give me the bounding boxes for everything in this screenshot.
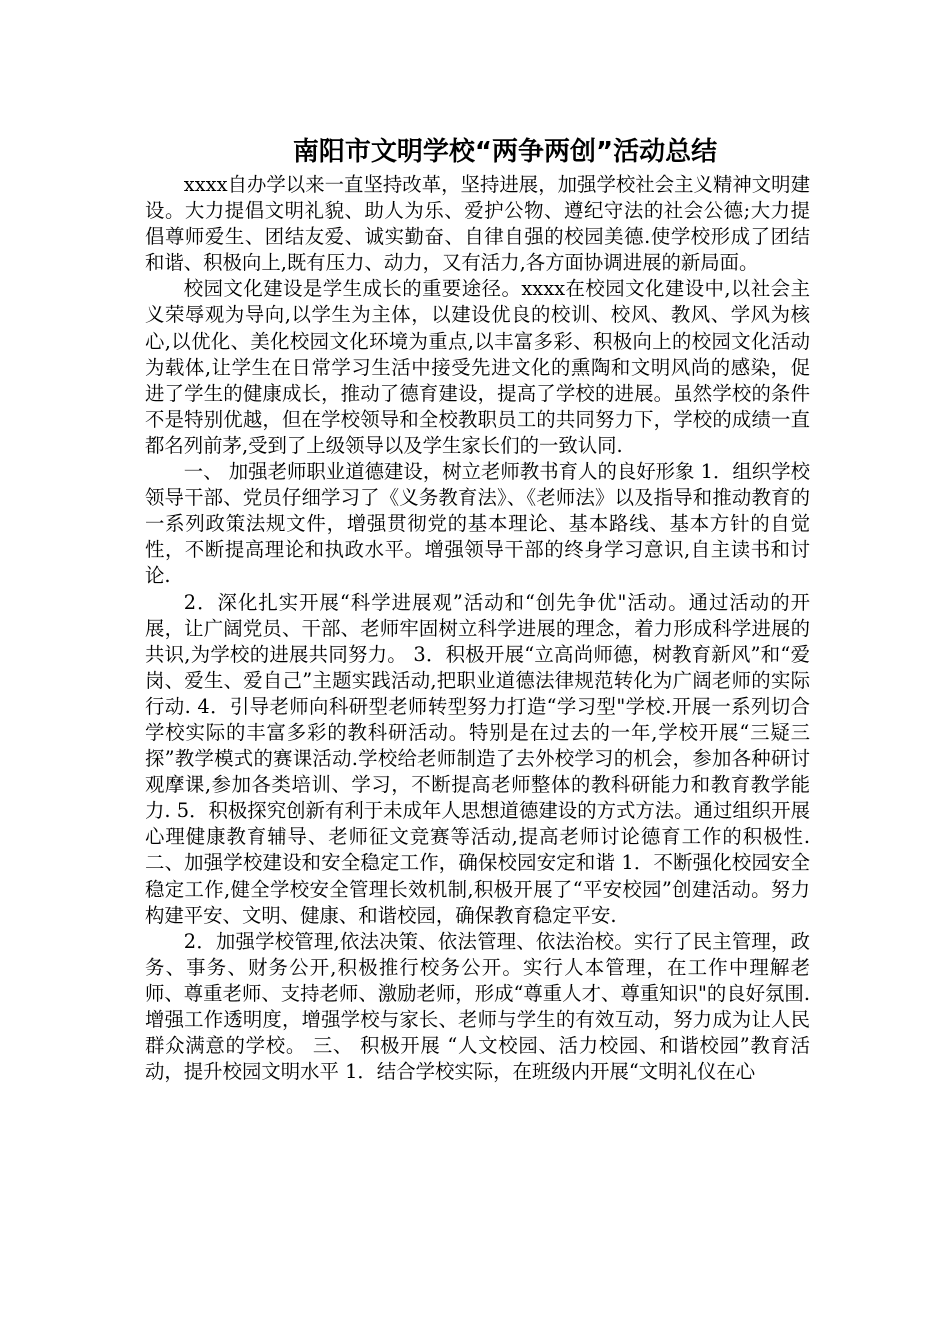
paragraph-section-one: 一、 加强老师职业道德建设，树立老师教书育人的良好形象 1．组织学校领导干部、党员仔细学习了《义务教育法》、《老师法》以及指导和推动教育的一系列政策法规文件，增强贯彻党的基本理论、基本路线、基本方针的自觉性，不断提高理论和执政水平。增强领导干部的终身学习意识,自主读书和讨论. xyxy=(145,460,810,588)
paragraph-campus-culture: 校园文化建设是学生成长的重要途径。xxxx在校园文化建设中,以社会主义荣辱观为导向,以学生为主体，以建设优良的校训、校风、教风、学风为核心,以优化、美化校园文化环境为重点,以丰富多彩、积极向上的校园文化活动为载体,让学生在日常学习生活中接受先进文化的熏陶和文明风尚的感染，促进了学生的健康成长，推动了德育建设，提高了学校的进展。虽然学校的条件不是特别优越，但在学校领导和全校教职员工的共同努力下，学校的成绩一直都名列前茅,受到了上级领导以及学生家长们的一致认同. xyxy=(145,277,810,457)
document-body xyxy=(145,172,810,1085)
document-title: 南阳市文明学校“两争两创”活动总结 xyxy=(292,137,718,167)
paragraph-intro: xxxx自办学以来一直坚持改革，坚持进展，加强学校社会主义精神文明建设。大力提倡文明礼貌、助人为乐、爱护公物、遵纪守法的社会公德;大力提倡尊师爱生、团结友爱、诚实勤奋、自律自强的校园美德.使学校形成了团结和谐、积极向上,既有压力、动力，又有活力,各方面协调进展的新局面。 xyxy=(145,173,810,275)
paragraph-school-management: 2．加强学校管理,依法决策、依法管理、依法治校。实行了民主管理，政务、事务、财务公开,积极推行校务公开。实行人本管理，在工作中理解老师、尊重老师、支持老师、激励老师，形成“尊重人才、尊重知识"的良好氛围.增强工作透明度，增强学校与家长、老师与学生的有效互动，努力成为让人民群众满意的学校。 三、 积极开展 “人文校园、活力校园、和谐校园”教育活动，提升校园文明水平 1．结合学校实际，在班级内开展“文明礼仪在心 xyxy=(145,929,810,1084)
paragraph-section-one-continued: 2．深化扎实开展“科学进展观”活动和“创先争优"活动。通过活动的开展，让广阔党员、干部、老师牢固树立科学进展的理念，着力形成科学进展的共识,为学校的进展共同努力。 3．积极开展“立高尚师德，树教育新风”和“爱岗、爱生、爱自己”主题实践活动,把职业道德法律规范转化为广阔老师的实际行动. 4．引导老师向科研型老师转型努力打造“学习型"学校.开展一系列切合学校实际的丰富多彩的教科研活动。特别是在过去的一年,学校开展“三疑三探”教学模式的赛课活动.学校给老师制造了去外校学习的机会，参加各种研讨观摩课,参加各类培训、学习，不断提高老师整体的教科研能力和教育教学能力. 5．积极探究创新有利于未成年人思想道德建设的方式方法。通过组织开展心理健康教育辅导、老师征文竞赛等活动,提高老师讨论德育工作的积极性. 二、加强学校建设和安全稳定工作，确保校园安定和谐 1．不断强化校园安全稳定工作,健全学校安全管理长效机制,积极开展了“平安校园”创建活动。努力构建平安、文明、健康、和谐校园，确保教育稳定平安. xyxy=(145,590,810,927)
